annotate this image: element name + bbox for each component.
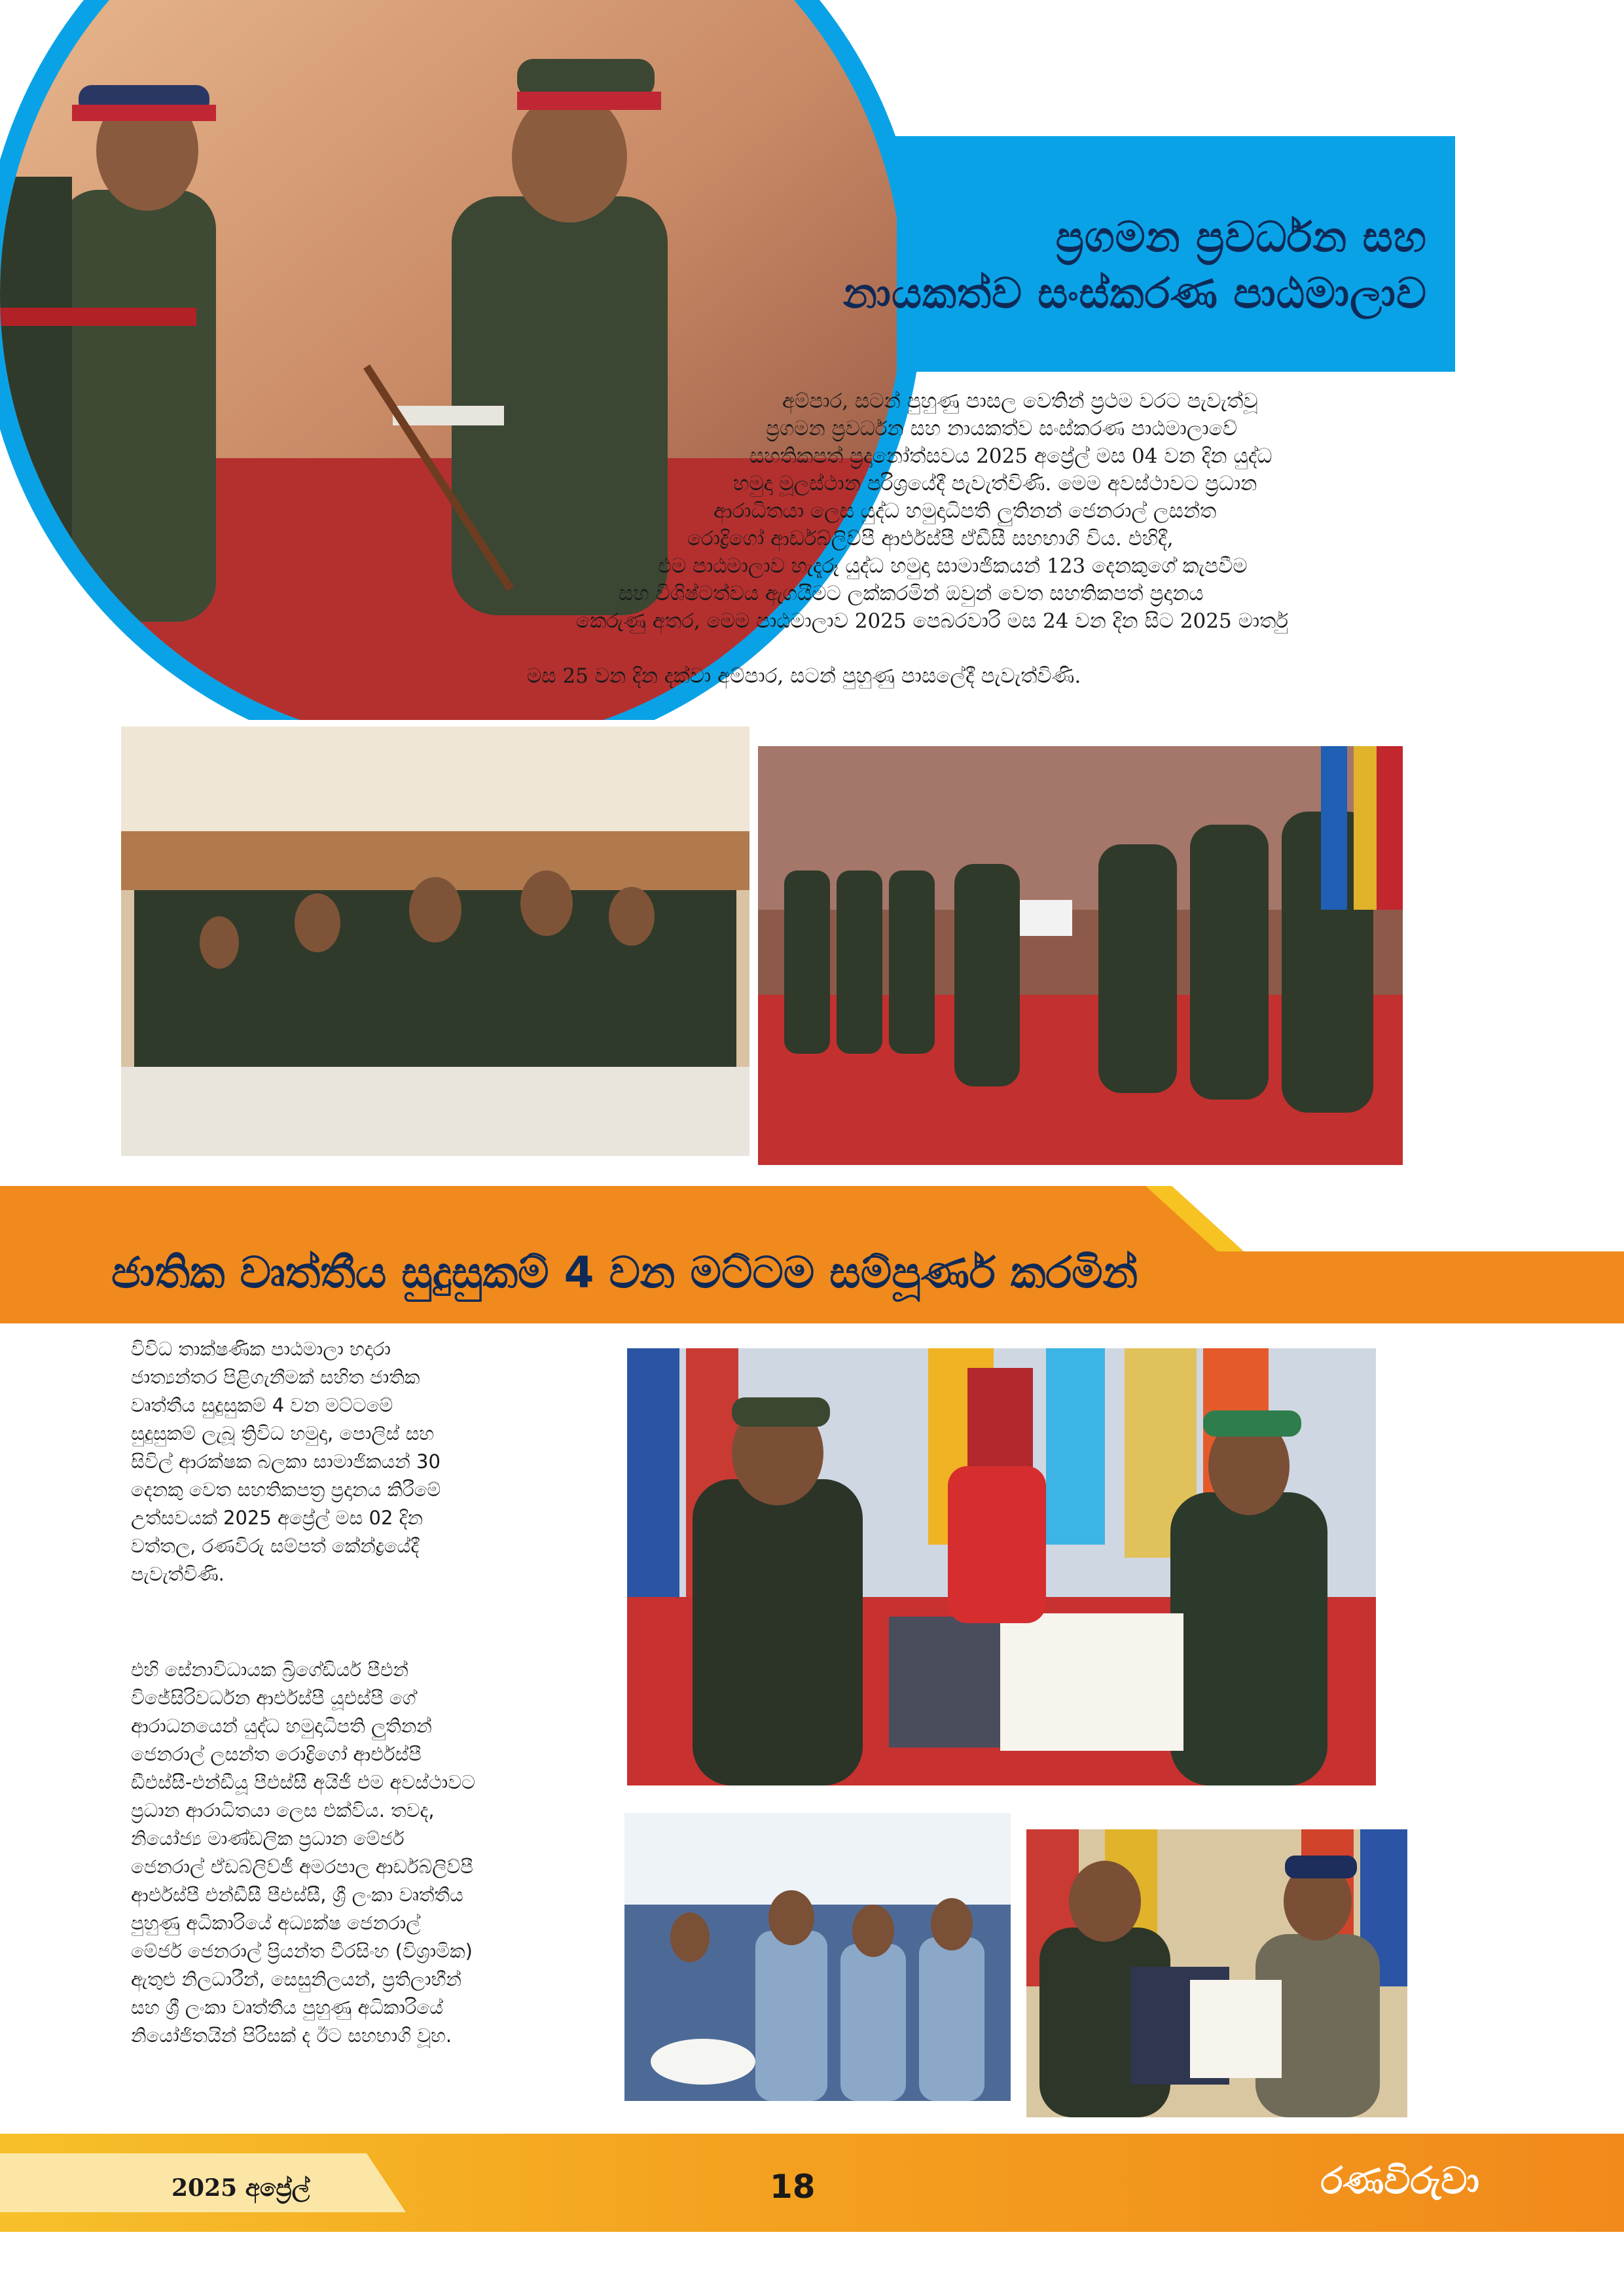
article2-para2-line: විජේසිරිවර්ධන ආර්එස්පී යූඑස්පී ගේ	[131, 1687, 416, 1709]
page-number: 18	[770, 2168, 816, 2206]
article2-para1-line: විවිධ තාක්ෂණික පාඨමාලා හදාරා	[131, 1338, 391, 1360]
photo-certificate-presentation-hall	[758, 746, 1403, 1165]
article1-body-line: රොද්‍රිගෝ ආර්ඩබ්ලිව්පී ආර්එස්පී ඒඩීසී සහභාගි විය. එහිදී,	[687, 527, 1174, 550]
article1-body-line: හමුදා මූලස්ථාන පරිශ්‍රයේදී පැවැත්විණි. මෙම අවස්ථාවට ප්‍රධාන	[733, 472, 1257, 495]
article1-title-line2: නායකත්ව සංස්කරණ පාඨමාලාව	[842, 270, 1427, 318]
article2-para2-line: නියෝජ්‍ය මාණ්ඩලික ප්‍රධාන මේජර්	[131, 1827, 405, 1850]
article2-para1-line: වත්තල, රණවිරු සම්පත් කේන්ද්‍රයේදී	[131, 1535, 420, 1557]
article2-para1-line: සුදුසුකම් ලැබූ ත්‍රිවිධ හමුදා, පොලිස් සහ	[131, 1422, 435, 1444]
magazine-logo: රණවිරුවා	[1320, 2160, 1479, 2202]
article2-para1-line: දෙනකු වෙත සහතිකපත්‍ර ප්‍රදානය කිරීමේ	[131, 1479, 441, 1501]
article1-body-line: ආරාධිතයා ලෙස යුද්ධ හමුදාධිපති ලුතිනන් ජෙනරාල් ලසන්ත	[713, 499, 1217, 523]
article2-para1-line: වෘත්තීය සුදුසුකම් 4 වන මට්ටමේ	[131, 1394, 393, 1416]
article1-body-line: සහ විශිෂ්ටත්වය ඇගයීමට ලක්කරමින් ඔවුන් වෙත සහතිකපත් ප්‍රදානය	[619, 582, 1204, 605]
article2-para2-line: ඇතුළු නිලධාරීන්, සෙසුනිලයන්, ප්‍රතිලාභීන්	[131, 1968, 461, 1990]
photo-nvq-certificate-handover	[627, 1348, 1376, 1785]
article1-title	[746, 209, 1427, 322]
article2-para2-line: ඩීඑස්සී-එන්ඩීයූ පීඑස්සී අයිජී එම අවස්ථාවට	[131, 1771, 475, 1793]
article1-body-line: කෙරුණු අතර, මෙම පාඨමාලාව 2025 පෙබරවාරි මස 24 වන දින සිට 2025 මාර්තු	[576, 609, 1288, 633]
article2-para1-line: උත්සවයක් 2025 අප්‍රේල් මස 02 දින	[131, 1507, 424, 1529]
photo-audience-navy-airforce	[624, 1813, 1011, 2101]
photo-police-officer-certificate	[1026, 1829, 1407, 2117]
article2-para1-line: සිවිල් ආරක්ෂක බලකා සාමාජිකයන් 30	[131, 1450, 441, 1473]
article2-para2-line: ප්‍රධාන ආරාධිතයා ලෙස එක්විය. තවද,	[131, 1799, 435, 1821]
article2-para1-line: ජාත්‍යන්තර පිළිගැනීමක් සහිත ජාතික	[131, 1366, 420, 1388]
footer-date: 2025 අප්‍රේල්	[171, 2174, 310, 2202]
article2-para2-line: ආරාධනයෙන් යුද්ධ හමුදාධිපති ලුතිනන්	[131, 1715, 432, 1737]
article2-title: ජාතික වෘත්තීය සුදුසුකම් 4 වන මට්ටම සම්පූර්ණ කරමින්	[111, 1247, 1138, 1298]
article1-body-line: එම පාඨමාලාව හැදෑරූ යුද්ධ හමුදා සාමාජිකයන් 123 දෙනකුගේ කැපවීම	[658, 554, 1248, 578]
article2-para2-line: එහි සේනාවිධායක බ්‍රිගේඩියර් පීඑන්	[131, 1659, 408, 1681]
article2-para2-line: ජෙනරාල් ලසන්ත රොද්‍රිගෝ ආර්එස්පී	[131, 1743, 422, 1765]
article2-para2-line: ආර්එස්පී එන්ඩීසී පීඑස්සී, ශ්‍රී ලංකා වෘත්තීය	[131, 1884, 463, 1906]
article2-para1-line: පැවැත්විණි.	[131, 1563, 225, 1585]
article2-para2-line: ජෙනරාල් ඒඩබ්ලිව්ජී අමරපාල ආර්ඩබ්ලිව්පී	[131, 1856, 473, 1878]
article1-body-line: අම්පාර, සටන් පුහුණු පාසල වෙතින් ප්‍රථම වරට පැවැත්වූ	[782, 389, 1258, 413]
article1-body-line: ප්‍රගමන ප්‍රවර්ධන සහ නායකත්ව සංස්කරණ පාඨමාලාවේ	[766, 417, 1238, 440]
article1-body-line: මස 25 වන දින දක්වා අම්පාර, සටන් පුහුණු පාසලේදී පැවැත්විණි.	[527, 664, 1081, 688]
article1-body-line: සහතිකපත් ප්‍රදානෝත්සවය 2025 අප්‍රේල් මස 04 වන දින යුද්ධ	[749, 444, 1272, 468]
article2-para2-line: සහ ශ්‍රී ලංකා වෘත්තීය පුහුණු අධිකාරියේ	[131, 1996, 444, 2018]
article2-para2-line: මේජර් ජෙනරාල් ප්‍රියන්ත වීරසිංහ (විශ්‍රාමික)	[131, 1940, 473, 1962]
article1-title-line1: ප්‍රගමන ප්‍රවර්ධන සහ	[1055, 213, 1427, 262]
article2-para2-line: නියෝජිතයින් පිරිසක් ද ඊට සහභාගි වූහ.	[131, 2024, 452, 2047]
photo-seated-soldiers	[121, 726, 749, 1156]
article2-para2-line: පුහුණු අධිකාරියේ අධ්‍යක්ෂ ජෙනරාල්	[131, 1912, 421, 1934]
